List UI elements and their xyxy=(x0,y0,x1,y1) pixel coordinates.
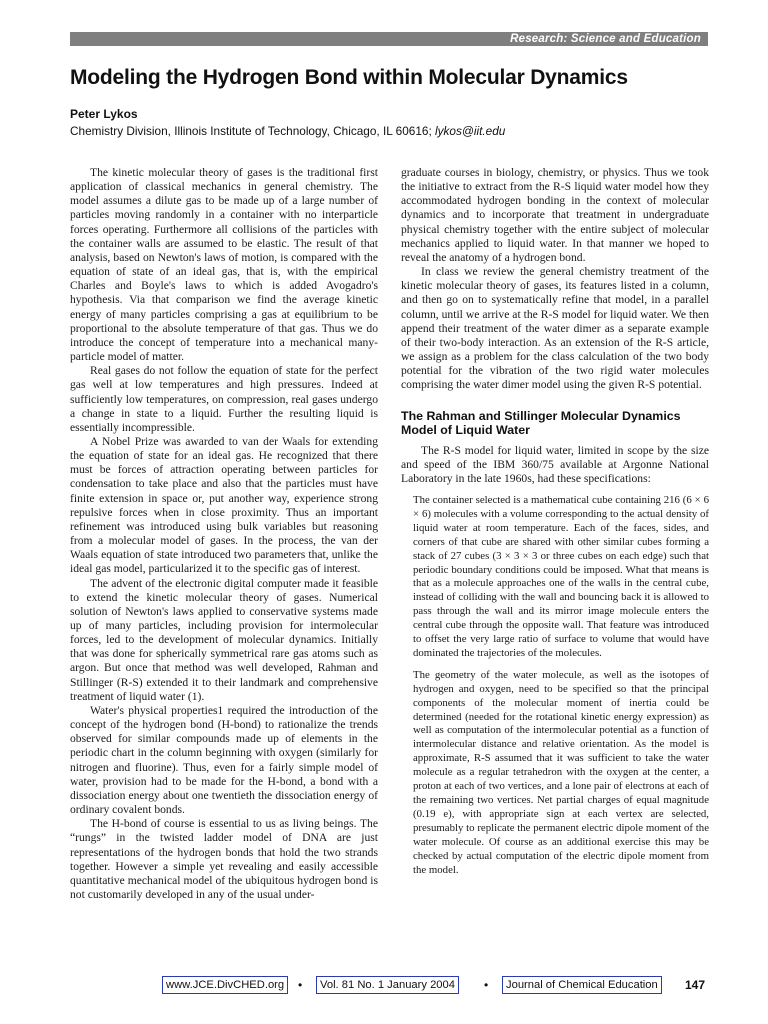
section-header-bar xyxy=(70,32,708,46)
body-paragraph: The H-bond of course is essential to us as living beings. The “rungs” in the twisted ladder model of DNA are just representations of the hydrogen bonds that hold the two strands together. However a simple yet revealing and easily accessible quantitative mechanical model of the ubiquitous hydrogen bond is not customarily developed in any of the usual under- xyxy=(70,817,378,901)
page-footer xyxy=(160,976,720,994)
body-paragraph: Water's physical properties1 required the introduction of the concept of the hydrogen bond (H-bond) to rationalize the trends observed for similar compounds made up of elements in the periodic chart in the column beginning with oxygen (similarly for nitrogen and fluorine). Thus, even for a fairly simple model of water, provision had to be made for the H-bond, a bond with a dissociation energy about one twentieth the dissociation energy of ordinary covalent bonds. xyxy=(70,703,378,817)
quote-paragraph: The geometry of the water molecule, as well as the isotopes of hydrogen and oxygen, need to be specified so that the principal components of the molecular moment of inertia could be determined (needed for the rotational kinetic energy expression) as well as computation of the intermolecular potential as a function of intermolecular distance and relative orientation. As the model is approximate, R-S assumed that it was sufficient to take the water molecule as a regular tetrahedron with the oxygen at the center, a proton at each of two vertices, and a lone pair of electrons at each of the remaining two vertices. Net partial charges of equal magnitude (0.19 e), with appropriate sign at each vertex are selected, presumably to replicate the permanent electric dipole moment of the water molecule. Of course as an additional exercise this may be checked by actual computation of the electric dipole moment from the model. xyxy=(413,668,709,876)
footer-separator: • xyxy=(298,978,303,992)
page-number: 147 xyxy=(685,978,706,992)
author-email: lykos@iit.edu xyxy=(435,124,506,138)
specification-quote xyxy=(401,494,709,877)
left-column xyxy=(70,166,378,902)
body-paragraph: The kinetic molecular theory of gases is the traditional first application of classical mechanics in general chemistry. The model assumes a dilute gas to be made up of a large number of particles moving randomly in a container with no interparticle forces operating. Furthermore all collisions of the particles with the container walls are assumed to be elastic. The result of that analysis, based on Newton's laws of motion, is compared with the equation of state of an ideal gas, that is, with the empirical Charles and Boyle's laws to which is added Avogadro's hypothesis. Via that comparison we find the average kinetic energy of many particles comprising a gas at equilibrium to be proportional to the absolute temperature of that gas. Thus we do introduce the concept of temperature into a mechanical many-particle model of matter. xyxy=(70,166,378,364)
affiliation-text: Chemistry Division, Illinois Institute of Technology, Chicago, IL 60616; xyxy=(70,124,436,138)
website-link[interactable]: www.JCE.DivCHED.org xyxy=(162,976,288,994)
author-affiliation xyxy=(70,124,505,138)
right-column xyxy=(401,166,709,885)
body-paragraph: The R-S model for liquid water, limited in scope by the size and speed of the IBM 360/75 available at Argonne National Laboratory in the late 1960s, had these specifications: xyxy=(401,443,709,485)
footer-separator: • xyxy=(484,978,489,992)
article-title: Modeling the Hydrogen Bond within Molecular Dynamics xyxy=(70,66,628,89)
section-heading: The Rahman and Stillinger Molecular Dynamics Model of Liquid Water xyxy=(401,408,681,437)
journal-link[interactable]: Journal of Chemical Education xyxy=(502,976,662,994)
body-paragraph: graduate courses in biology, chemistry, or physics. Thus we took the initiative to extract from the R-S liquid water model how they accommodated hydrogen bonding in the context of molecular dynamics and to incorporate that treatment in undergraduate physical chemistry together with the entire subject of molecular mechanics applied to liquid water. In that manner we hoped to reveal the anatomy of a hydrogen bond. xyxy=(401,166,709,264)
body-paragraph: The advent of the electronic digital computer made it feasible to extend the kinetic molecular theory of gases. Numerical solution of Newton's laws applied to conservative systems made up of many particles, including provision for intermolecular forces, led to the development of molecular dynamics. Initially that was done for spherically symmetrical rare gas atoms such as argon. But once that method was well developed, Rahman and Stillinger (R-S) extended it to their landmark and comprehensive treatment of liquid water (1). xyxy=(70,576,378,703)
author-name: Peter Lykos xyxy=(70,107,138,121)
body-paragraph: A Nobel Prize was awarded to van der Waals for extending the equation of state for an ideal gas. He recognized that there must be forces of attraction operating between particles for condensation to take place and also that the particles must have finite extension in space or, put another way, experience strong repulsive forces when in close proximity. Thus an important refinement was introduced using bulk variables but reasoning from a molecular model of gases. In the process, the van der Waals equation of state introduced two parameters that, unlike the ideal gas model, particularized it to the specific gas of interest. xyxy=(70,434,378,576)
quote-paragraph: The container selected is a mathematical cube containing 216 (6 × 6 × 6) molecules with a volume corresponding to the actual density of liquid water at room temperature. Each of the faces, sides, and corners of that cube are shared with other similar cubes forming a stack of 27 cubes (3 × 3 × 3 or three cubes on each edge) such that periodic boundary conditions could be imposed. What that means is that as a molecule approaches one of the walls in the central cube, instead of colliding with the wall and bouncing back it is allowed to pass through the wall and its mirror image molecule enters the central cube through the opposite wall. That feature was introduced to offset the very large ratio of surface to volume that would have dominated the trajectories of the molecules. xyxy=(413,493,709,659)
volume-link[interactable]: Vol. 81 No. 1 January 2004 xyxy=(316,976,459,994)
section-label: Research: Science and Education xyxy=(510,33,701,45)
body-paragraph: In class we review the general chemistry treatment of the kinetic molecular theory of gases, its features listed in a column, and then go on to systematically refine that model, in a parallel column, until we arrive at the R-S model for liquid water. We then append their treatment of the water dimer as a separate example of their two-body interaction. As an extension of the R-S article, we assign as a problem for the class calculation of the two body potential for the vibration of the two rigid water molecules comprising the water dimer model using the given R-S potential. xyxy=(401,265,709,392)
body-paragraph: Real gases do not follow the equation of state for the perfect gas well at low temperatures and high pressures. Indeed at sufficiently low temperatures, on compression, real gases undergo a change in state to a liquid. Further the resulting liquid is essentially incompressible. xyxy=(70,364,378,434)
